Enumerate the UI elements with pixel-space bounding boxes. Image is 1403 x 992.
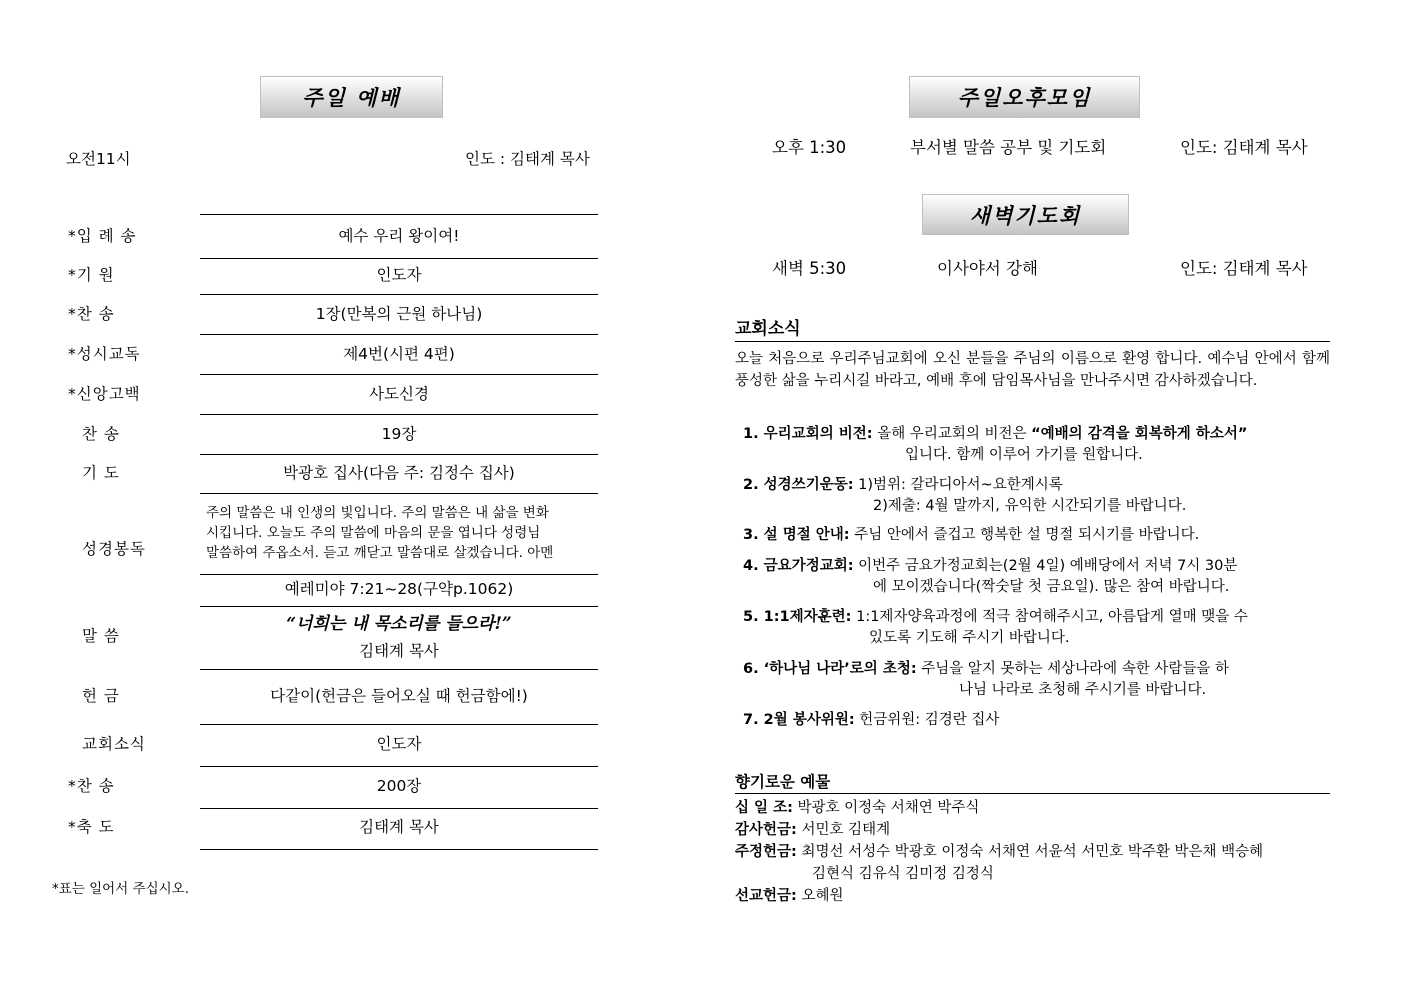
order-value: 인도자	[376, 266, 422, 284]
news-item	[743, 710, 999, 732]
news-item-num: 6.	[743, 661, 759, 677]
news-item-title	[743, 527, 850, 543]
news-item-title	[743, 661, 917, 677]
dawn-desc: 이사야서 강해	[937, 259, 1038, 278]
order-value: 박광호 집사(다음 주: 김정수 집사)	[283, 464, 515, 482]
sermon-title: “너희는 내 목소리를 들으라!”	[286, 614, 512, 634]
news-item-num: 7.	[743, 712, 759, 728]
news-item-text: 1:1제자양육과정에 적극 참여해주시고, 아름답게 열매 맺을 수	[856, 609, 1248, 625]
divider	[200, 414, 598, 415]
divider	[200, 606, 598, 607]
news-item-title-text: 설 명절 안내:	[763, 527, 850, 543]
order-label: *찬 송	[68, 777, 115, 795]
news-item-title-text: 우리교회의 비전:	[763, 426, 873, 442]
order-label: 기 도	[82, 464, 120, 482]
dawn-prayer-banner: 새벽기도회	[922, 194, 1129, 235]
order-label: *성시교독	[68, 345, 141, 363]
news-item-title	[743, 426, 873, 442]
news-item-line2: 입니다. 함께 이루어 가기를 원합니다.	[905, 447, 1143, 463]
divider	[200, 258, 598, 259]
news-item-title	[743, 558, 854, 574]
divider	[735, 793, 1330, 794]
afternoon-time: 오후 1:30	[772, 138, 847, 157]
divider	[200, 493, 598, 494]
offering-row	[735, 886, 843, 908]
order-label: 말 씀	[82, 627, 120, 645]
divider	[200, 849, 598, 850]
offering-row	[735, 798, 979, 820]
news-item-line2: 2)제출: 4월 말까지, 유익한 시간되기를 바랍니다.	[873, 498, 1187, 514]
news-item-text: 올해 우리교회의 비전은	[877, 426, 1032, 442]
divider	[200, 294, 598, 295]
divider	[200, 766, 598, 767]
news-item-line2: 에 모이겠습니다(짝숫달 첫 금요일). 많은 참여 바랍니다.	[873, 579, 1230, 595]
news-item-text: 1)범위: 갈라디아서~요한계시록	[858, 477, 1063, 493]
offering-label: 주정헌금:	[735, 844, 797, 860]
reading-prayer	[206, 503, 592, 563]
divider	[200, 214, 598, 215]
reading-passage: 예레미야 7:21~28(구약p.1062)	[284, 580, 514, 598]
news-heading: 교회소식	[735, 319, 801, 339]
order-label: *찬 송	[68, 305, 115, 323]
news-item	[743, 659, 1229, 681]
news-item	[743, 556, 1237, 578]
news-item-num: 3.	[743, 527, 759, 543]
offering-names: 오혜원	[801, 888, 844, 904]
order-label: 성경봉독	[82, 540, 146, 558]
news-item-title-text: 금요가정교회:	[763, 558, 854, 574]
order-value: 제4번(시편 4편)	[343, 345, 455, 363]
order-value: 19장	[381, 425, 417, 443]
offering-label: 선교헌금:	[735, 888, 797, 904]
order-value: 1장(만복의 근원 하나님)	[315, 305, 483, 323]
offering-names-continued: 김현식 김유식 김미정 김정식	[812, 866, 994, 882]
sunday-worship-banner: 주일 예배	[260, 76, 443, 118]
order-value: 사도신경	[369, 385, 429, 403]
news-item	[743, 607, 1248, 629]
worship-leader: 인도 : 김태계 목사	[465, 150, 590, 168]
order-value: 인도자	[376, 735, 422, 753]
news-item-title	[743, 477, 854, 493]
divider	[200, 724, 598, 725]
news-item	[743, 525, 1199, 547]
offering-names: 서민호 김태계	[801, 822, 891, 838]
order-value: 예수 우리 왕이여!	[338, 227, 460, 245]
order-label: 찬 송	[82, 425, 120, 443]
news-item-title	[743, 609, 851, 625]
news-item-text: 이번주 금요가정교회는(2월 4일) 예배당에서 저녁 7시 30분	[858, 558, 1238, 574]
afternoon-desc: 부서별 말씀 공부 및 기도회	[910, 138, 1107, 157]
news-item	[743, 424, 1247, 446]
worship-time: 오전11시	[66, 150, 131, 168]
news-item-title-text: 성경쓰기운동:	[763, 477, 854, 493]
news-item-text: 헌금위원: 김경란 집사	[859, 712, 1000, 728]
order-label: *입 례 송	[68, 227, 137, 245]
divider	[200, 334, 598, 335]
news-item-num: 5.	[743, 609, 759, 625]
news-intro: 오늘 처음으로 우리주님교회에 오신 분들을 주님의 이름으로 환영 합니다. 예수님 안에서 함께 풍성한 삶을 누리시길 바라고, 예배 후에 담임목사님을 만나주시면 감사하겠습니다.	[735, 351, 1330, 389]
news-item	[743, 475, 1063, 497]
reading-prayer-line: 시킵니다. 오늘도 주의 말씀에 마음의 문을 엽니다 성령님	[206, 525, 541, 541]
news-item-num: 4.	[743, 558, 759, 574]
news-item-title-text: 2월 봉사위원:	[763, 712, 855, 728]
news-item-text: 주님을 알지 못하는 세상나라에 속한 사람들을 하	[921, 661, 1230, 677]
offering-row	[735, 820, 890, 842]
order-value: 200장	[376, 777, 422, 795]
divider	[200, 574, 598, 575]
order-label: *기 원	[68, 266, 115, 284]
afternoon-leader: 인도: 김태계 목사	[1180, 138, 1308, 157]
dawn-time: 새벽 5:30	[772, 259, 847, 278]
offerings-heading: 향기로운 예물	[735, 773, 831, 791]
divider	[200, 669, 598, 670]
offering-label: 감사헌금:	[735, 822, 797, 838]
order-label: 교회소식	[82, 735, 146, 753]
order-value: 김태계 목사	[359, 818, 439, 836]
divider	[735, 341, 1330, 342]
vision-text: “예배의 감격을 회복하게 하소서”	[1031, 426, 1248, 442]
news-item-title-text: ‘하나님 나라’로의 초청:	[763, 661, 917, 677]
reading-prayer-line: 주의 말씀은 내 인생의 빛입니다. 주의 말씀은 내 삶을 변화	[206, 505, 549, 521]
offering-names: 최명선 서성수 박광호 이정숙 서채연 서윤석 서민호 박주환 박은채 백승혜	[801, 844, 1264, 860]
offering-names: 박광호 이정숙 서채연 박주식	[797, 800, 980, 816]
offering-label: 십 일 조:	[735, 800, 793, 816]
news-item-num: 1.	[743, 426, 759, 442]
news-item-num: 2.	[743, 477, 759, 493]
divider	[200, 374, 598, 375]
news-item-title	[743, 712, 855, 728]
news-item-line2: 있도록 기도해 주시기 바랍니다.	[869, 630, 1070, 646]
divider	[200, 808, 598, 809]
afternoon-banner: 주일오후모임	[909, 76, 1140, 118]
divider	[200, 454, 598, 455]
order-label: *신앙고백	[68, 385, 141, 403]
news-item-line2: 나님 나라로 초청해 주시기를 바랍니다.	[959, 682, 1207, 698]
dawn-leader: 인도: 김태계 목사	[1180, 259, 1308, 278]
order-label: 헌 금	[82, 687, 120, 705]
reading-prayer-line: 말씀하여 주옵소서. 듣고 깨닫고 말씀대로 살겠습니다. 아멘	[206, 545, 554, 561]
offering-row	[735, 842, 1263, 864]
news-item-title-text: 1:1제자훈련:	[763, 609, 852, 625]
news-item-text: 주님 안에서 즐겁고 행복한 설 명절 되시기를 바랍니다.	[854, 527, 1200, 543]
order-label: *축 도	[68, 818, 115, 836]
standing-footnote: *표는 일어서 주십시오.	[52, 881, 189, 897]
order-value: 다같이(헌금은 들어오실 때 헌금함에!)	[270, 687, 528, 705]
sermon-preacher: 김태계 목사	[359, 642, 439, 660]
